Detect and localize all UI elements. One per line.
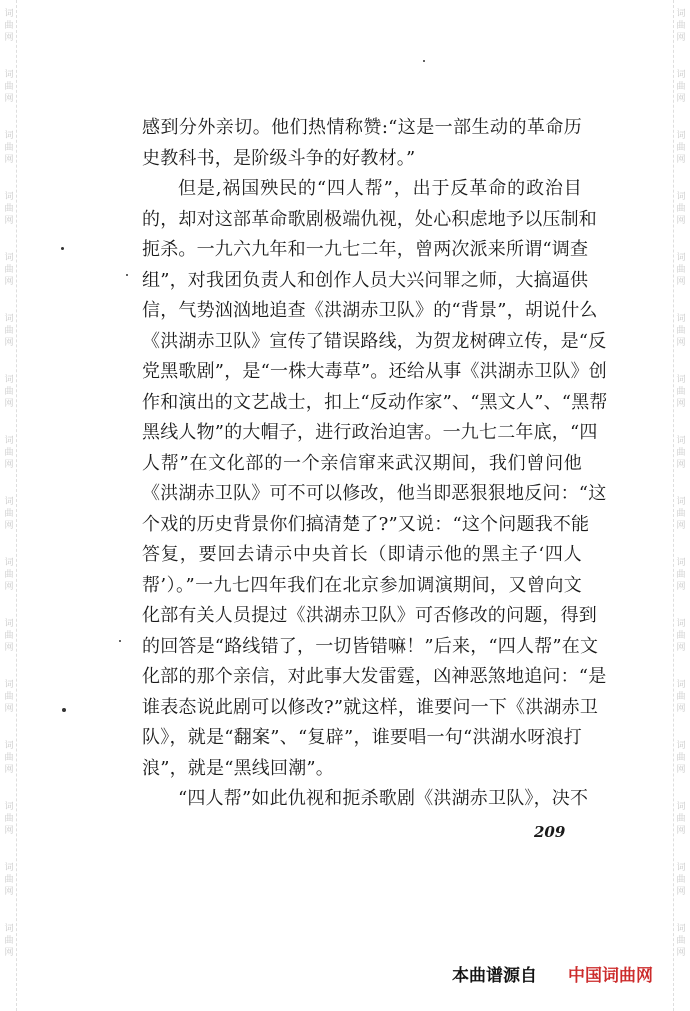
- watermark-char: 词: [676, 924, 686, 934]
- text-line: 队》，就是“翻案”、“复辟”，谁要唱一句“洪湖水呀浪打: [142, 727, 582, 748]
- body-text: [142, 113, 608, 815]
- watermark-group: [4, 610, 13, 671]
- watermark-char: 曲: [676, 448, 686, 458]
- watermark-group: [4, 732, 13, 793]
- text-line: 答复，要回去请示中央首长（即请示他的黑主子‘四人: [142, 544, 582, 565]
- watermark-char: 词: [676, 314, 686, 324]
- watermark-char: 词: [676, 497, 686, 507]
- watermark-char: 网: [676, 338, 686, 348]
- left-watermark-column: [2, 0, 16, 1011]
- text-line: 的，却对这部革命歌剧极端仇视，处心积虑地予以压制和: [142, 208, 597, 230]
- watermark-char: 网: [4, 94, 14, 104]
- text-line: 组”，对我团负责人和创作人员大兴问罪之师，大搞逼供: [142, 269, 589, 291]
- text-line: 作和演出的文艺战士，扣上“反动作家”、“黑文人”、“黑帮: [142, 391, 608, 413]
- left-margin-line: [16, 0, 17, 1011]
- watermark-char: 网: [676, 826, 686, 836]
- watermark-char: 曲: [676, 509, 686, 519]
- watermark-char: 网: [4, 826, 14, 836]
- watermark-char: 网: [676, 33, 686, 43]
- watermark-char: 词: [4, 375, 14, 385]
- watermark-group: [676, 305, 685, 366]
- text-line: 史教科书，是阶级斗争的好教材。”: [142, 147, 416, 169]
- page-number: 209: [534, 823, 566, 841]
- watermark-char: 词: [676, 131, 686, 141]
- watermark-char: 网: [676, 521, 686, 531]
- watermark-char: 网: [676, 460, 686, 470]
- watermark-group: [4, 915, 13, 976]
- watermark-group: [4, 0, 13, 61]
- watermark-char: 词: [676, 619, 686, 629]
- watermark-char: 网: [4, 704, 14, 714]
- watermark-group: [4, 366, 13, 427]
- watermark-char: 曲: [4, 631, 14, 641]
- watermark-group: [676, 183, 685, 244]
- watermark-char: 网: [676, 948, 686, 958]
- watermark-char: 曲: [676, 875, 686, 885]
- watermark-char: 网: [4, 460, 14, 470]
- watermark-char: 词: [4, 619, 14, 629]
- watermark-group: [4, 793, 13, 854]
- watermark-char: 网: [676, 643, 686, 653]
- watermark-char: 曲: [676, 143, 686, 153]
- watermark-char: 词: [676, 70, 686, 80]
- watermark-char: 曲: [676, 692, 686, 702]
- watermark-char: 网: [4, 887, 14, 897]
- watermark-char: 词: [4, 680, 14, 690]
- watermark-char: 词: [4, 253, 14, 263]
- watermark-char: 词: [4, 131, 14, 141]
- watermark-char: 词: [4, 802, 14, 812]
- watermark-char: 词: [676, 436, 686, 446]
- text-line: 信，气势汹汹地追查《洪湖赤卫队》的“背景”，胡说什么: [142, 300, 598, 321]
- watermark-group: [676, 915, 685, 976]
- watermark-char: 网: [4, 277, 14, 287]
- watermark-group: [676, 854, 685, 915]
- text-line: 浪”，就是“黑线回潮”。: [142, 757, 335, 779]
- watermark-group: [676, 549, 685, 610]
- watermark-char: 曲: [676, 631, 686, 641]
- watermark-group: [676, 61, 685, 122]
- watermark-char: 曲: [676, 326, 686, 336]
- watermark-char: 网: [676, 216, 686, 226]
- watermark-char: 词: [676, 863, 686, 873]
- watermark-char: 曲: [676, 204, 686, 214]
- scan-speck: [126, 274, 128, 276]
- watermark-char: 曲: [676, 570, 686, 580]
- watermark-char: 网: [676, 399, 686, 409]
- watermark-char: 曲: [676, 753, 686, 763]
- watermark-group: [676, 793, 685, 854]
- watermark-group: [4, 244, 13, 305]
- watermark-group: [4, 549, 13, 610]
- watermark-char: 曲: [676, 936, 686, 946]
- watermark-char: 网: [4, 155, 14, 165]
- watermark-char: 网: [4, 399, 14, 409]
- watermark-char: 网: [4, 948, 14, 958]
- text-line: 感到分外亲切。他们热情称赞:“这是一部生动的革命历: [142, 117, 582, 138]
- watermark-group: [676, 671, 685, 732]
- text-line: 个戏的历史背景你们搞清楚了?”又说：“这个问题我不能: [142, 513, 590, 535]
- watermark-char: 曲: [4, 509, 14, 519]
- watermark-group: [4, 427, 13, 488]
- watermark-char: 网: [676, 704, 686, 714]
- watermark-char: 曲: [676, 387, 686, 397]
- text-line: 的回答是“路线错了，一切皆错嘛！”后来，“四人帮”在文: [142, 635, 599, 657]
- watermark-char: 词: [676, 192, 686, 202]
- watermark-char: 曲: [4, 875, 14, 885]
- text-line: 化部有关人员提过《洪湖赤卫队》可否修改的问题，得到: [142, 605, 597, 626]
- watermark-char: 曲: [676, 814, 686, 824]
- watermark-char: 词: [676, 680, 686, 690]
- watermark-char: 曲: [4, 814, 14, 824]
- text-line: 化部的那个亲信，对此事大发雷霆，凶神恶煞地追问：“是: [142, 666, 607, 687]
- watermark-char: 词: [676, 741, 686, 751]
- watermark-char: 曲: [676, 82, 686, 92]
- watermark-char: 网: [4, 216, 14, 226]
- watermark-char: 曲: [4, 82, 14, 92]
- watermark-group: [676, 488, 685, 549]
- watermark-char: 网: [4, 33, 14, 43]
- watermark-char: 曲: [4, 143, 14, 153]
- watermark-group: [676, 122, 685, 183]
- watermark-char: 网: [4, 765, 14, 775]
- watermark-char: 曲: [4, 570, 14, 580]
- text-line: 谁表态说此剧可以修改?”就这样，谁要问一下《洪湖赤卫: [142, 696, 599, 718]
- watermark-char: 曲: [4, 326, 14, 336]
- watermark-char: 网: [4, 521, 14, 531]
- watermark-char: 词: [676, 9, 686, 19]
- watermark-char: 词: [676, 375, 686, 385]
- watermark-group: [676, 0, 685, 61]
- watermark-char: 词: [4, 741, 14, 751]
- watermark-group: [4, 305, 13, 366]
- watermark-char: 词: [4, 9, 14, 19]
- text-line: 扼杀。一九六九年和一九七二年，曾两次派来所谓“调查: [142, 239, 589, 260]
- watermark-char: 曲: [4, 21, 14, 31]
- scan-speck: [61, 247, 64, 250]
- watermark-char: 网: [676, 155, 686, 165]
- watermark-group: [4, 488, 13, 549]
- right-watermark-column: [674, 0, 688, 1011]
- watermark-char: 网: [676, 94, 686, 104]
- watermark-char: 词: [4, 70, 14, 80]
- watermark-char: 词: [4, 924, 14, 934]
- watermark-group: [4, 671, 13, 732]
- source-site-link[interactable]: 中国词曲网: [568, 966, 653, 986]
- text-line: 《洪湖赤卫队》宣传了错误路线，为贺龙树碑立传，是“反: [142, 330, 607, 352]
- scan-speck: [423, 60, 425, 62]
- watermark-char: 词: [676, 253, 686, 263]
- watermark-group: [676, 732, 685, 793]
- watermark-char: 曲: [4, 692, 14, 702]
- watermark-char: 网: [4, 643, 14, 653]
- watermark-char: 曲: [4, 936, 14, 946]
- text-line: 黑线人物”的大帽子，进行政治迫害。一九七二年底，“四: [142, 422, 598, 443]
- scan-speck: [119, 640, 121, 642]
- watermark-group: [676, 366, 685, 427]
- source-label: 本曲谱源自: [452, 966, 537, 986]
- watermark-group: [4, 61, 13, 122]
- watermark-group: [676, 427, 685, 488]
- watermark-group: [4, 122, 13, 183]
- watermark-char: 网: [676, 887, 686, 897]
- watermark-char: 曲: [676, 21, 686, 31]
- watermark-char: 词: [676, 802, 686, 812]
- watermark-char: 曲: [676, 265, 686, 275]
- text-line: 《洪湖赤卫队》可不可以修改，他当即恶狠狠地反问：“这: [142, 483, 607, 504]
- text-line: 帮’）。”一九七四年我们在北京参加调演期间，又曾向文: [142, 574, 582, 596]
- watermark-char: 曲: [4, 387, 14, 397]
- text-line: 人帮”在文化部的一个亲信窜来武汉期间，我们曾问他: [142, 452, 582, 474]
- watermark-char: 词: [4, 497, 14, 507]
- watermark-char: 网: [676, 582, 686, 592]
- watermark-char: 网: [4, 338, 14, 348]
- watermark-char: 曲: [4, 204, 14, 214]
- watermark-char: 词: [4, 192, 14, 202]
- watermark-char: 曲: [4, 265, 14, 275]
- watermark-char: 词: [676, 558, 686, 568]
- watermark-group: [676, 610, 685, 671]
- watermark-char: 网: [676, 765, 686, 775]
- watermark-char: 词: [4, 863, 14, 873]
- watermark-group: [4, 183, 13, 244]
- text-line: 党黑歌剧”，是“一株大毒草”。还给从事《洪湖赤卫队》创: [142, 361, 608, 382]
- watermark-group: [676, 244, 685, 305]
- watermark-char: 词: [4, 314, 14, 324]
- watermark-char: 曲: [4, 753, 14, 763]
- watermark-char: 网: [676, 277, 686, 287]
- watermark-group: [4, 854, 13, 915]
- watermark-char: 词: [4, 436, 14, 446]
- watermark-char: 词: [4, 558, 14, 568]
- watermark-char: 曲: [4, 448, 14, 458]
- paragraph-start-line: 但是,祸国殃民的“四人帮”，出于反革命的政治目: [178, 178, 582, 199]
- watermark-char: 网: [4, 582, 14, 592]
- scan-speck: [62, 708, 66, 712]
- paragraph-start-line: “四人帮”如此仇视和扼杀歌剧《洪湖赤卫队》，决不: [178, 788, 589, 809]
